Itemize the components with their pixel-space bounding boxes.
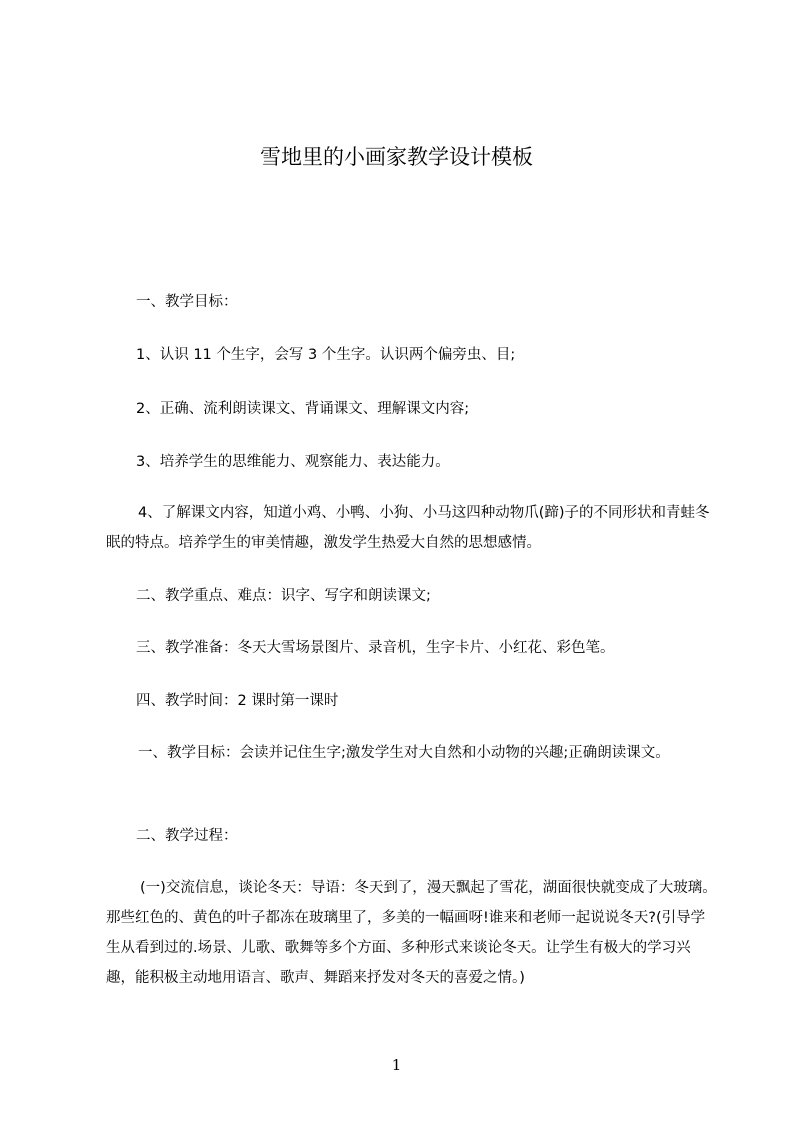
goal-item-3: 3、培养学生的思维能力、观察能力、表达能力。 [136, 454, 450, 470]
section-teaching-time: 四、教学时间：2 课时第一课时 [136, 693, 339, 709]
section-key-points: 二、教学重点、难点：识字、写字和朗读课文; [136, 588, 431, 604]
document-title: 雪地里的小画家教学设计模板 [260, 145, 533, 169]
section-teaching-process: 二、教学过程： [136, 828, 238, 844]
process-step-1: (一)交流信息，谈论冬天：导语：冬天到了，漫天飘起了雪花，湖面很快就变成了大玻璃。那些红色的、黄色的叶子都冻在玻璃里了，多美的一幅画呀!谁来和老师一起说说冬天?(引导学生从看到过的.场景、儿歌、歌舞等多个方面、多种形式来谈论冬天。让学生有极大的学习兴趣，能积极主动地用语言、歌声、舞蹈来抒发对冬天的喜爱之情。) [106, 880, 717, 986]
goal-item-1: 1、认识 11 个生字，会写 3 个生字。认识两个偏旁虫、目; [136, 347, 516, 363]
section-preparation: 三、教学准备：冬天大雪场景图片、录音机，生字卡片、小红花、彩色笔。 [136, 640, 615, 656]
page-number: 1 [391, 1056, 402, 1074]
goal-item-4: 4、了解课文内容，知道小鸡、小鸭、小狗、小马这四种动物爪(蹄)子的不同形状和青蛙冬眠的特点。培养学生的审美情趣，激发学生热爱大自然的思想感情。 [106, 505, 710, 551]
lesson-one-goals: 一、教学目标：会读并记住生字;激发学生对大自然和小动物的兴趣;正确朗读课文。 [138, 745, 670, 761]
goal-item-2: 2、正确、流利朗读课文、背诵课文、理解课文内容; [136, 401, 470, 417]
section-heading-teaching-goals: 一、教学目标： [136, 294, 238, 310]
